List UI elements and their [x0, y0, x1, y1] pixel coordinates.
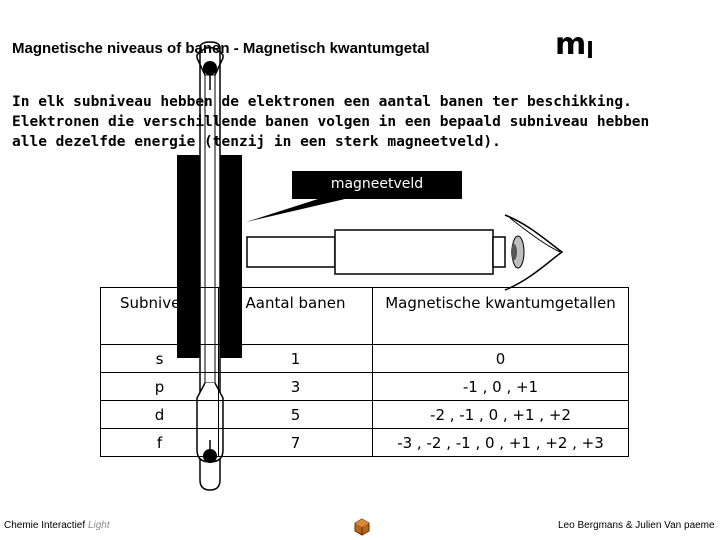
brand-name: Chemie Interactief [4, 520, 86, 531]
cell-values: -3 , -2 , -1 , 0 , +1 , +2 , +3 [373, 429, 629, 457]
cell-sub: s [101, 345, 219, 373]
orbital-table [100, 287, 629, 457]
cell-values: -2 , -1 , 0 , +1 , +2 [373, 401, 629, 429]
logo-icon [354, 518, 370, 536]
footer-brand [4, 520, 110, 531]
page-title: Magnetische niveaus of banen - Magnetisch kwantumgetal [12, 40, 430, 57]
electrode-top [203, 61, 217, 75]
spectroscope [247, 230, 505, 274]
cell-sub: d [101, 401, 219, 429]
symbol-main: m [555, 27, 587, 62]
table-row [101, 401, 629, 429]
cell-sub: f [101, 429, 219, 457]
table-row [101, 345, 629, 373]
intro-line: alle dezelfde energie (tenzij in een sterk magneetveld). [12, 134, 501, 150]
cell-count: 7 [219, 429, 373, 457]
intro-text [12, 92, 712, 152]
intro-line: In elk subniveau hebben de elektronen een aantal banen ter beschikking. [12, 94, 632, 110]
eye-icon [505, 215, 562, 290]
quantum-symbol [555, 27, 594, 67]
header-aantal-banen: Aantal banen [219, 288, 373, 345]
cell-count: 5 [219, 401, 373, 429]
footer-authors: Leo Bergmans & Julien Van paeme [558, 520, 715, 531]
table-row [101, 429, 629, 457]
cell-values: 0 [373, 345, 629, 373]
table-header-row [101, 288, 629, 345]
cell-count: 1 [219, 345, 373, 373]
header-subniveau: Subniveau [101, 288, 219, 345]
header-kwantumgetallen: Magnetische kwantumgetallen [373, 288, 629, 345]
field-pointer [246, 199, 345, 222]
brand-suffix: Light [87, 520, 110, 531]
cell-sub: p [101, 373, 219, 401]
table-row [101, 373, 629, 401]
cell-count: 3 [219, 373, 373, 401]
cell-values: -1 , 0 , +1 [373, 373, 629, 401]
field-label: magneetveld [292, 171, 462, 199]
intro-line: Elektronen die verschillende banen volgen in een bepaald subniveau hebben [12, 114, 650, 130]
symbol-sub: l [586, 39, 594, 64]
